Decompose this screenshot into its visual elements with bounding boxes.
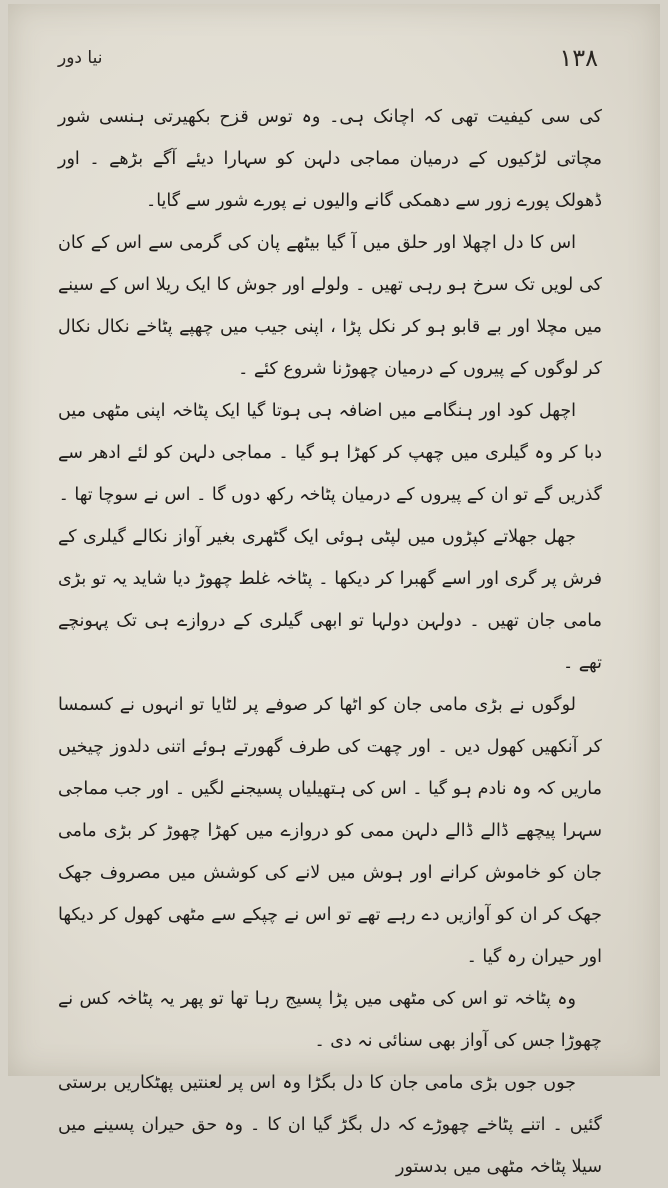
paragraph: اچھل کود اور ہنگامے میں اضافہ ہی ہوتا گیا ایک پٹاخہ اپنی مٹھی میں دبا کر وہ گیلری میں چھپ کر کھڑا ہو گیا ۔ مماجی دلہن کو لئے ادھر سے گذریں گے تو ان کے پیروں کے درمیان پٹاخہ رکھ دوں گا ۔ اس نے سوچا تھا ۔ [58,401,602,505]
paragraph: اس کا دل اچھلا اور حلق میں آ گیا بیٹھے پان کی گرمی سے اس کے کان کی لویں تک سرخ ہو رہی تھیں ۔ ولولے اور جوش کا ایک ریلا اس کے سینے میں مچلا اور بے قابو ہو کر نکل پڑا ، اپنی جیب میں چھپے پٹاخے نکال نکال کر لوگوں کے پیروں کے درمیان چھوڑنا شروع کئے ۔ [58,233,602,379]
book-page [8,4,660,1177]
page-header [58,44,598,78]
paragraph: جھل جھلاتے کپڑوں میں لپٹی ہوئی ایک گٹھری بغیر آواز نکالے گیلری کے فرش پر گری اور اسے گھبرا کر دیکھا ۔ پٹاخہ غلط چھوڑ دیا شاید یہ تو بڑی مامی جان تھیں ۔ دولہن دولہا تو ابھی گیلری کے دروازے ہی تک پہونچے تھے ۔ [58,527,602,673]
page-number: ١٣٨ [559,44,598,72]
paragraph: کی سی کیفیت تھی کہ اچانک ہی۔ وہ توس قزح بکھیرتی ہنسی شور مچاتی لڑکیوں کے درمیان مماجی دلہن کو سہارا دیئے آگے بڑھے ۔ اور ڈھولک پورے زور سے دھمکی گانے والیوں نے پورے شور سے گایا۔ [58,107,602,211]
paragraph: وہ پٹاخہ تو اس کی مٹھی میں پڑا پسیج رہا تھا تو پھر یہ پٹاخہ کس نے چھوڑا جس کی آواز بھی سنائی نہ دی ۔ [58,989,602,1051]
paragraph: جوں جوں بڑی مامی جان کا دل بگڑا وہ اس پر لعنتیں پھٹکاریں برستی گئیں ۔ اتنے پٹاخے چھوڑے کہ دل بگڑ گیا ان کا ۔ وہ حق حیران پسینے میں سیلا پٹاخہ مٹھی میں بدستور [58,1073,602,1177]
body-text [58,96,602,1177]
paragraph: لوگوں نے بڑی مامی جان کو اٹھا کر صوفے پر لٹایا تو انہوں نے کسمسا کر آنکھیں کھول دیں ۔ اور چھت کی طرف گھورتے ہوئے اتنی دلدوز چیخیں ماریں کہ وہ نادم ہو گیا ۔ اس کی ہتھیلیاں پسیجنے لگیں ۔ اور جب مماجی سہرا پیچھے ڈالے ڈالے دلہن ممی کو دروازے میں کھڑا چھوڑ کر بڑی مامی جان کو خاموش کرانے اور ہوش میں لانے کی کوشش میں مصروف جھک جھک کر ان کو آوازیں دے رہے تھے تو اس نے چپکے سے مٹھی کھول کر دیکھا اور حیران رہ گیا ۔ [58,695,602,967]
running-head: نیا دور [58,48,103,68]
